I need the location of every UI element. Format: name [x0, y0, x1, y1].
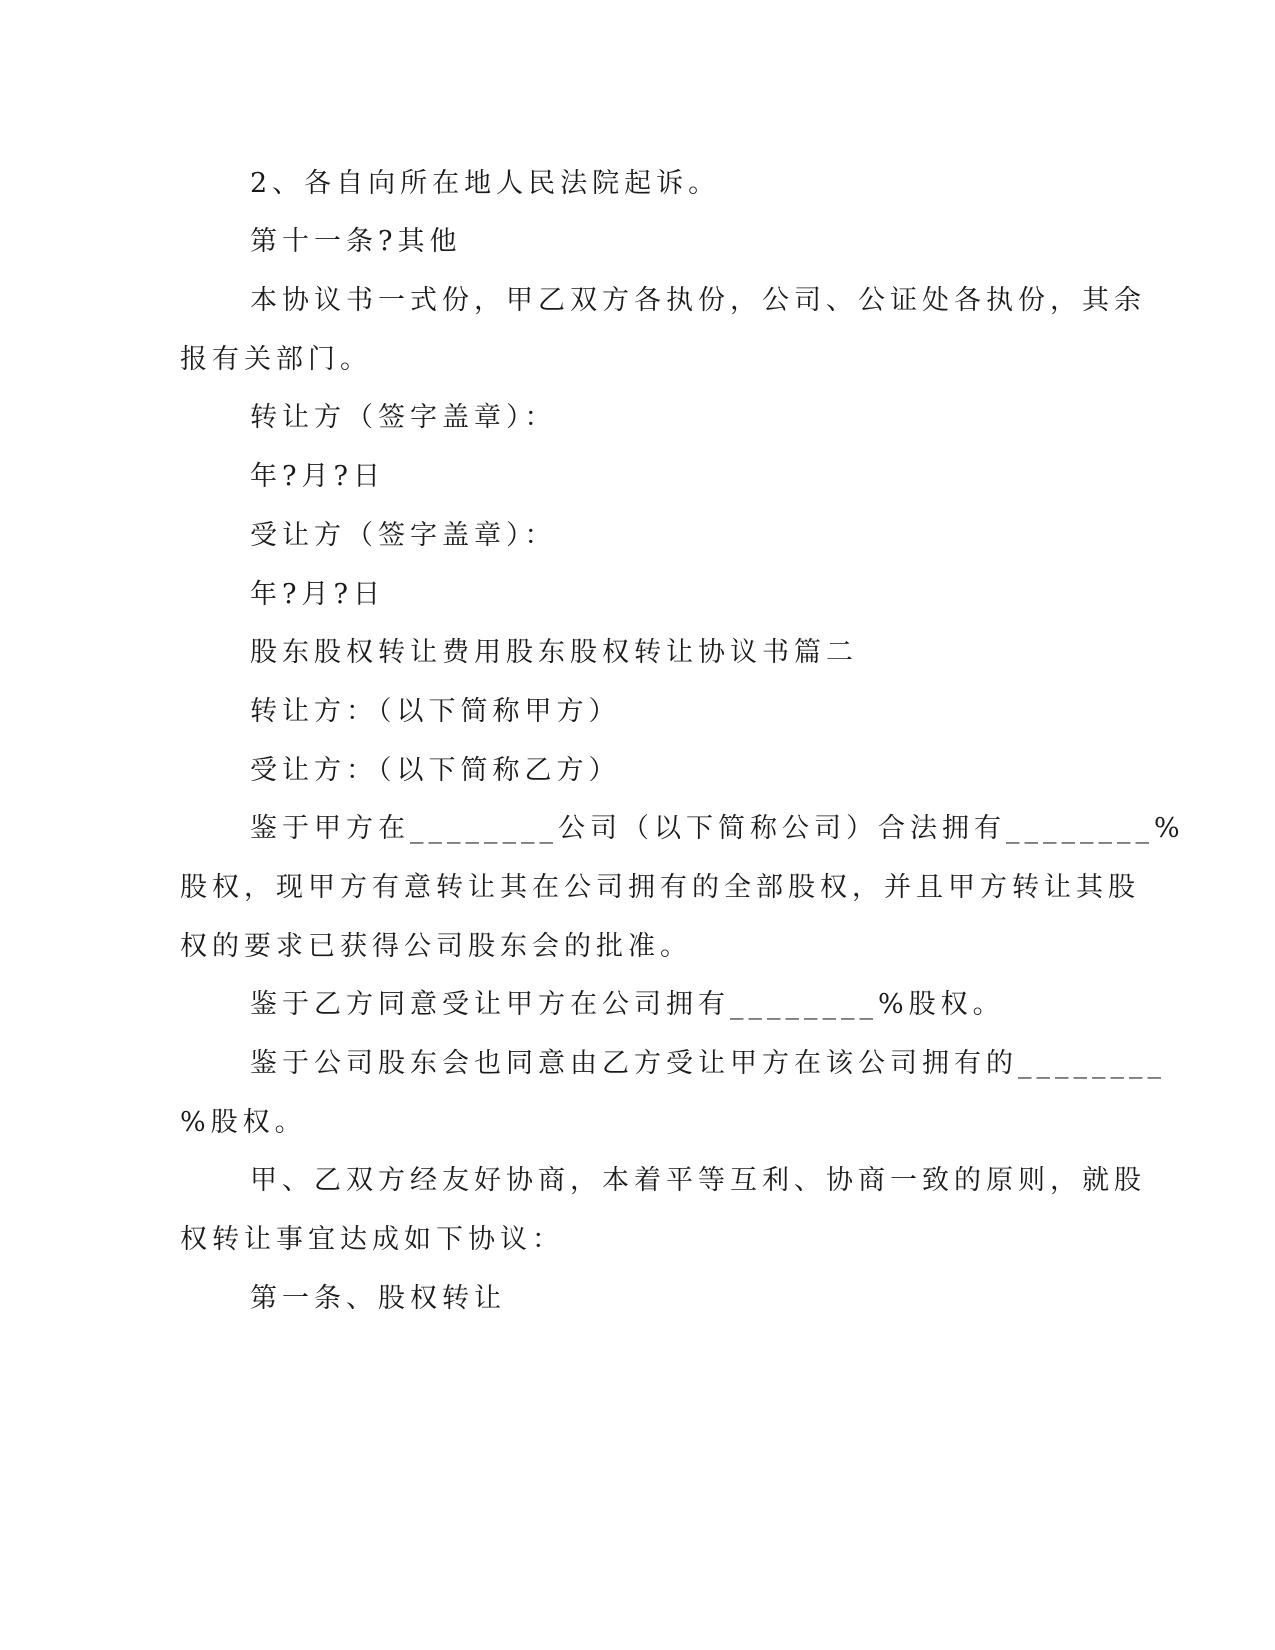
- paragraph-line: 本协议书一式份，甲乙双方各执份，公司、公证处各执份，其余: [250, 285, 1146, 316]
- section-heading: 第一条、股权转让: [250, 1283, 506, 1314]
- paragraph-line: 权转让事宜达成如下协议：: [180, 1224, 564, 1255]
- signature-label: 转让方（签字盖章）：: [250, 402, 557, 433]
- paragraph-line: 鉴于甲方在________公司（以下简称公司）合法拥有________%: [250, 813, 1185, 844]
- document-title: 股东股权转让费用股东股权转让协议书篇二: [250, 637, 858, 668]
- date-line: 年?月?日: [250, 579, 385, 610]
- signature-label: 受让方（签字盖章）：: [250, 520, 557, 551]
- paragraph-line: 鉴于乙方同意受让甲方在公司拥有________%股权。: [250, 989, 1005, 1020]
- section-heading: 第十一条?其他: [250, 226, 462, 257]
- party-line: 转让方：（以下简称甲方）: [250, 696, 621, 727]
- party-line: 受让方：（以下简称乙方）: [250, 755, 621, 786]
- paragraph-line: 甲、乙双方经友好协商，本着平等互利、协商一致的原则，就股: [250, 1165, 1146, 1196]
- paragraph-line: 股权，现甲方有意转让其在公司拥有的全部股权，并且甲方转让其股: [180, 872, 1140, 903]
- date-line: 年?月?日: [250, 461, 385, 492]
- paragraph-line: %股权。: [180, 1107, 307, 1138]
- paragraph-line: 鉴于公司股东会也同意由乙方受让甲方在该公司拥有的________: [250, 1048, 1166, 1079]
- paragraph-line: 权的要求已获得公司股东会的批准。: [180, 931, 692, 962]
- paragraph-line: 报有关部门。: [180, 344, 372, 375]
- paragraph-line: 2、各自向所在地人民法院起诉。: [250, 168, 721, 199]
